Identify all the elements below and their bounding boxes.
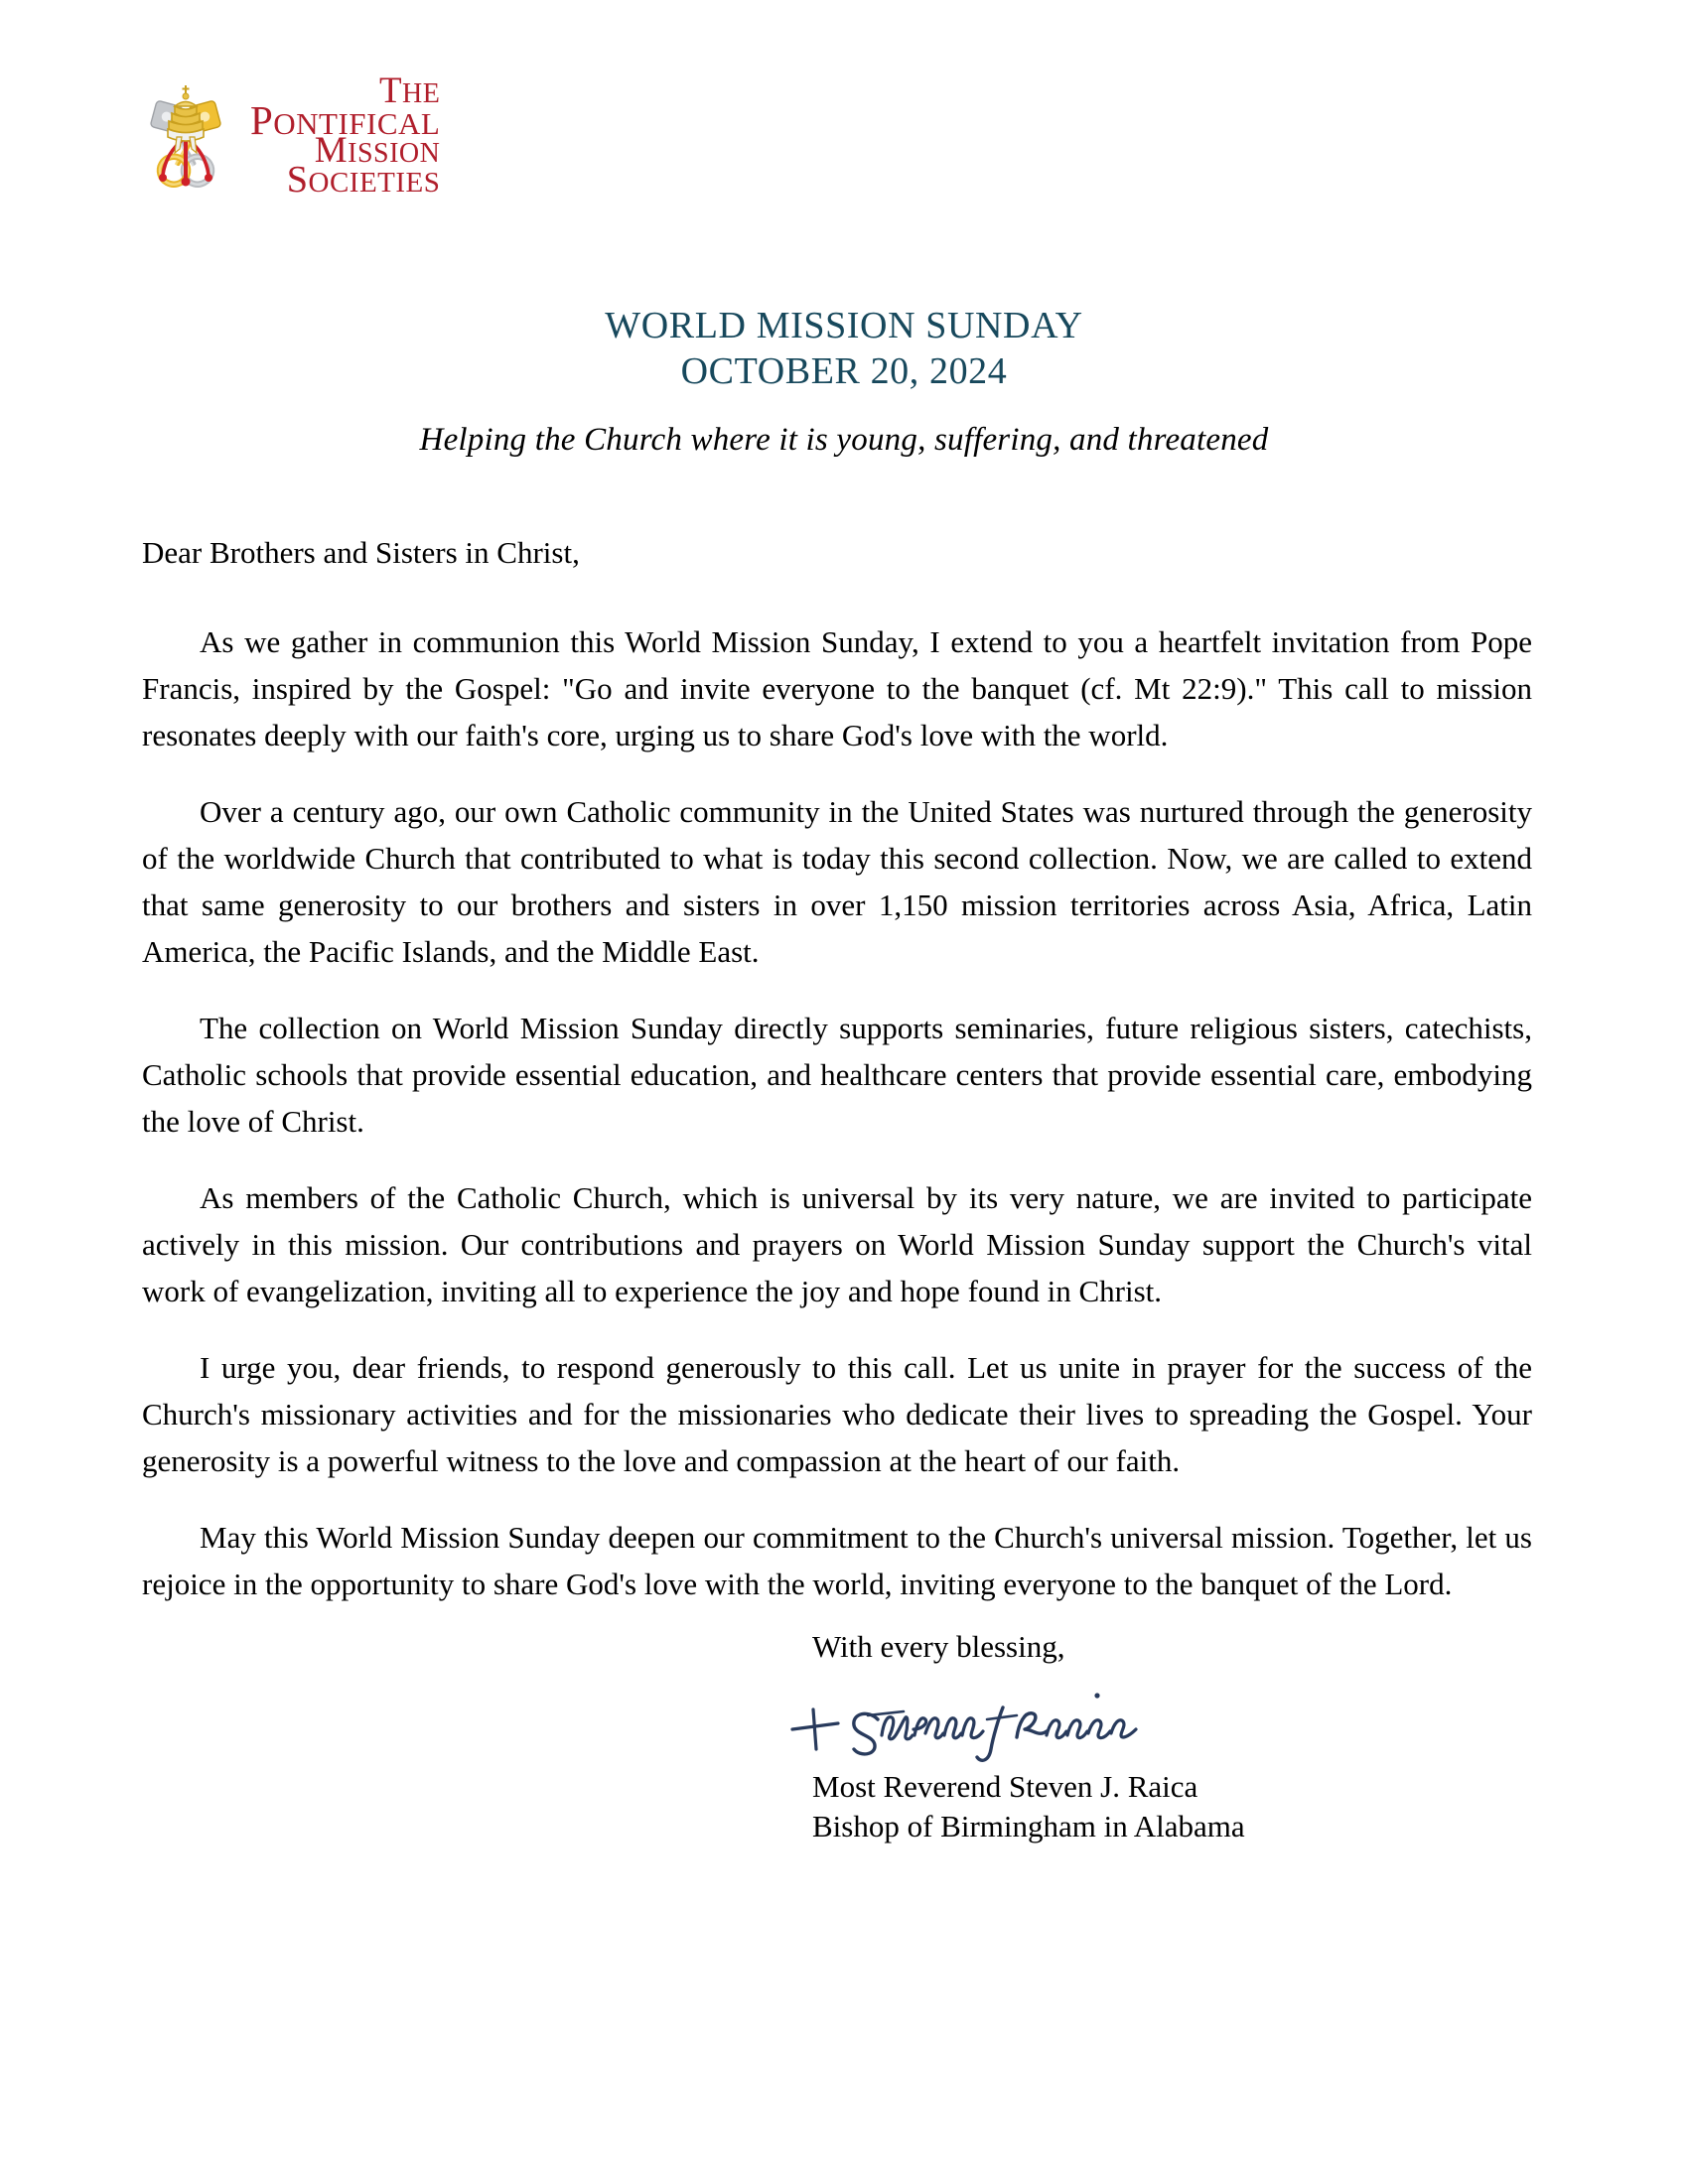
body-paragraph: The collection on World Mission Sunday directly supports seminaries, future religious sisters, catechists, Catholic schools that provide essential education, and healthcare centers that provide essential care, embodying the love of Christ. xyxy=(142,1011,1532,1139)
body-paragraph: May this World Mission Sunday deepen our commitment to the Church's universal mission. Together, let us rejoice in the opportunity to share God's love with the world, inviting everyone to the banquet of the Lord. xyxy=(142,1520,1532,1601)
org-name-line-1: THE xyxy=(378,69,441,110)
body-paragraph: I urge you, dear friends, to respond generously to this call. Let us unite in prayer for the success of the Church's missionary activities and for the missionaries who dedicate their lives to spreading the Gospel. Your generosity is a powerful witness to the love and compassion at the heart of our faith. xyxy=(142,1350,1532,1478)
body-paragraph: Over a century ago, our own Catholic community in the United States was nurtured through the generosity of the worldwide Church that contributed to what is today this second collection. Now, we are called to extend that same generosity to our brothers and sisters in over 1,150 mission territories across Asia, Africa, Latin America, the Pacific Islands, and the Middle East. xyxy=(142,794,1532,969)
org-name-line-4: SOCIETIES xyxy=(286,159,441,201)
letter-body xyxy=(142,531,1532,1607)
tagline: Helping the Church where it is young, suffering, and threatened xyxy=(419,422,1269,458)
signer-title: Bishop of Birmingham in Alabama xyxy=(812,1809,1245,1843)
body-paragraph: As members of the Catholic Church, which is universal by its very nature, we are invited to participate actively in this mission. Our contributions and prayers on World Mission Sunday support the Church's vital work of evangelization, inviting all to experience the joy and hope found in Christ. xyxy=(142,1180,1532,1308)
event-date: OCTOBER 20, 2024 xyxy=(680,350,1008,392)
title-block xyxy=(0,303,1688,460)
event-title: WORLD MISSION SUNDAY xyxy=(605,305,1083,346)
org-name-line-2: PONTIFICAL xyxy=(250,98,441,143)
org-name xyxy=(250,69,441,201)
papal-tiara-and-keys-icon xyxy=(127,75,244,193)
valediction: With every blessing, xyxy=(812,1629,1065,1664)
signer-name: Most Reverend Steven J. Raica xyxy=(812,1769,1198,1804)
body-paragraph: As we gather in communion this World Mission Sunday, I extend to you a heartfelt invitation from Pope Francis, inspired by the Gospel: "Go and invite everyone to the banquet (cf. Mt 22:9)." This call to mission resonates deeply with our faith's core, urging us to share God's love with the world. xyxy=(142,624,1532,752)
salutation: Dear Brothers and Sisters in Christ, xyxy=(142,535,580,570)
signature-image xyxy=(782,1674,1507,1765)
closing-block xyxy=(812,1626,1507,1846)
letterhead xyxy=(127,69,441,201)
org-name-line-3: MISSION xyxy=(314,129,441,170)
